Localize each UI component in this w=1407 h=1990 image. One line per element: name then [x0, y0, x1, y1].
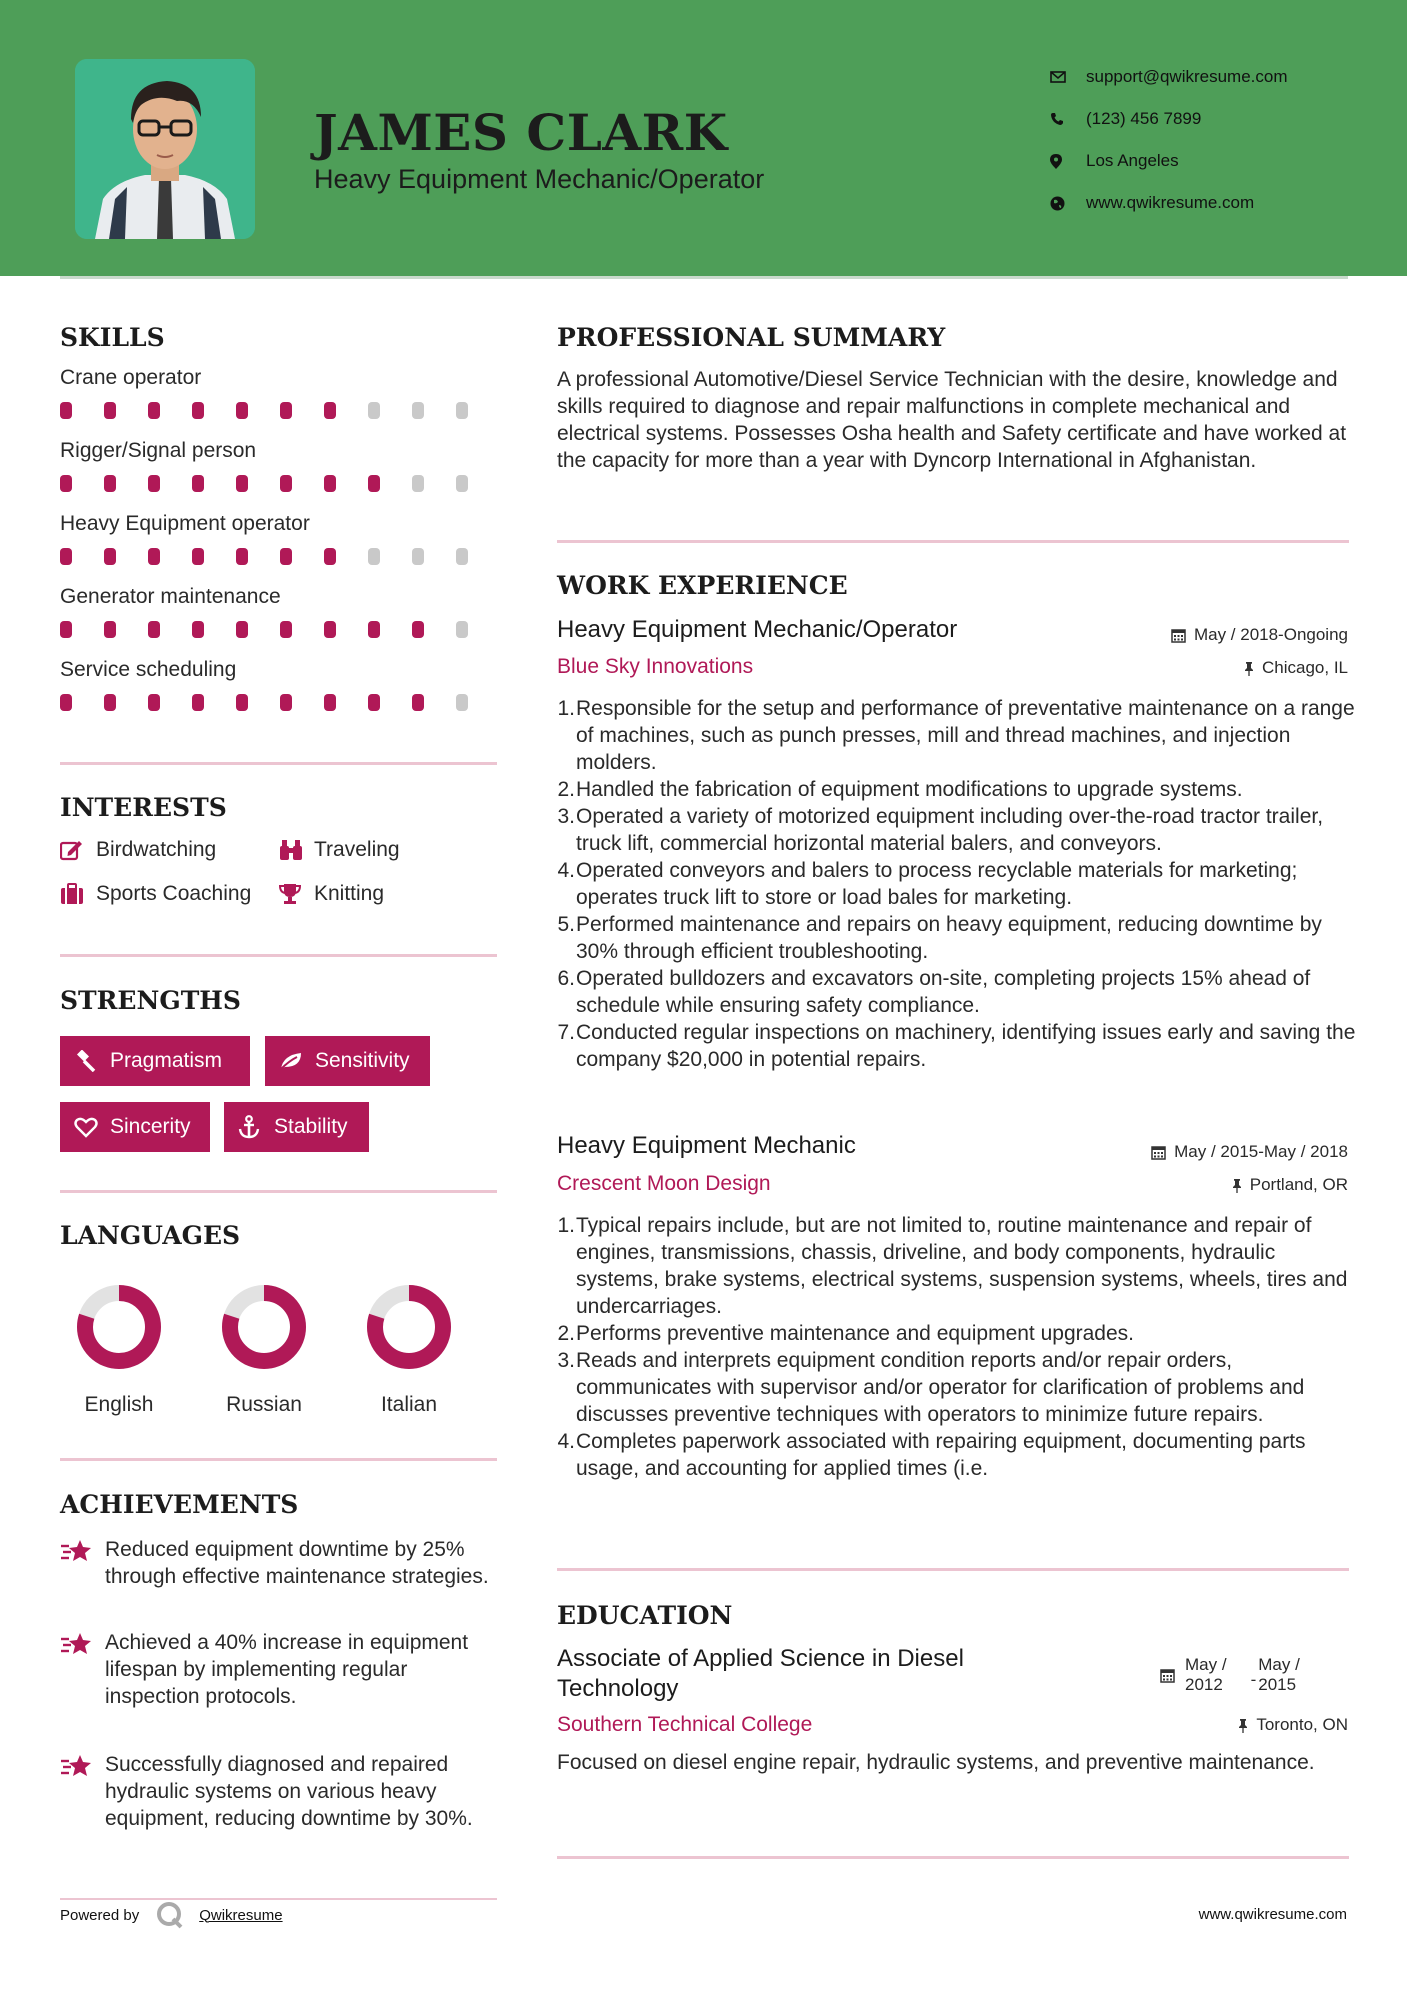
date-separator: - [1250, 1670, 1257, 1689]
job-duty-item [557, 911, 1357, 965]
summary-text: A professional Automotive/Diesel Service Technician with the desire, knowledge and skills required to diagnose and repair malfunctions in complete mechanical and electrical systems. Possesses Osha health and Safety certificate and have worked at the capacity for more than a year with Dyncorp International in Afghanistan. [557, 368, 1347, 472]
rating-dot-filled [104, 621, 116, 638]
job-duty-text: Operated bulldozers and excavators on-site, completing projects 15% ahead of schedule while ensuring safety compliance. [576, 967, 1311, 1017]
job-duty-item [557, 776, 1357, 803]
strength-stability [224, 1102, 369, 1152]
achievement-item [60, 1751, 500, 1832]
pushpin-icon [1238, 1718, 1248, 1733]
rating-dot-empty [368, 548, 380, 565]
language-proficiency-donut [74, 1282, 164, 1372]
rating-dot-filled [104, 475, 116, 492]
skill-rating [60, 475, 500, 492]
phone-icon [1050, 112, 1086, 126]
profile-photo [75, 59, 255, 239]
rating-dot-filled [236, 694, 248, 711]
skills-heading: SKILLS [60, 323, 165, 352]
rating-dot-filled [60, 694, 72, 711]
rating-dot-filled [192, 548, 204, 565]
rating-dot-filled [148, 621, 160, 638]
shooting-star-icon [60, 1536, 105, 1590]
gavel-icon [74, 1050, 110, 1072]
rating-dot-filled [60, 402, 72, 419]
leaf-icon [279, 1051, 315, 1071]
interest-label: Knitting [314, 882, 385, 905]
rating-dot-empty [456, 621, 468, 638]
rating-dot-filled [280, 402, 292, 419]
qwikresume-logo-icon [155, 1900, 185, 1930]
rating-dot-filled [192, 694, 204, 711]
education-start-month: May / [1185, 1655, 1227, 1674]
education-start [1185, 1655, 1227, 1695]
rating-dot-filled [192, 402, 204, 419]
interest-label: Birdwatching [96, 838, 217, 861]
divider [557, 540, 1349, 543]
contact-website-text: www.qwikresume.com [1086, 193, 1255, 212]
job-duty-text: Operated conveyors and balers to process recyclable materials for marketing; operates truck lift to store or load bales for marketing. [576, 859, 1298, 909]
skill-rating [60, 402, 500, 419]
shooting-star-icon [60, 1629, 105, 1710]
language-proficiency-donut [364, 1282, 454, 1372]
language-name: English [84, 1393, 154, 1416]
job-duty-item [557, 1019, 1357, 1073]
contact-location-text: Los Angeles [1086, 151, 1179, 170]
strengths-heading: STRENGTHS [60, 986, 241, 1015]
rating-dot-filled [192, 475, 204, 492]
job-duty-item [557, 695, 1357, 776]
list-number: 2. [557, 778, 575, 801]
interests-heading: INTERESTS [60, 793, 227, 822]
rating-dot-filled [280, 475, 292, 492]
edit-icon [60, 839, 96, 861]
rating-dot-filled [280, 548, 292, 565]
strength-sincerity [60, 1102, 210, 1152]
list-number: 6. [557, 967, 575, 990]
job-title: Heavy Equipment Mechanic [557, 1132, 856, 1159]
job-dates-text: May / 2015-May / 2018 [1174, 1142, 1348, 1161]
job-dates-text: May / 2018-Ongoing [1193, 625, 1348, 644]
anchor-icon [238, 1115, 274, 1139]
language-name: Russian [226, 1393, 302, 1416]
divider [60, 1190, 497, 1193]
list-number: 7. [557, 1021, 575, 1044]
job-location-text: Chicago, IL [1262, 658, 1348, 677]
divider [557, 1856, 1349, 1859]
rating-dot-filled [324, 694, 336, 711]
achievement-item [60, 1536, 500, 1590]
skill-rating [60, 621, 500, 638]
pushpin-icon [1244, 661, 1254, 676]
interest-label: Traveling [314, 838, 400, 861]
list-number: 1. [557, 697, 575, 720]
candidate-name: JAMES CLARK [314, 103, 728, 162]
job-dates [1151, 1142, 1348, 1162]
candidate-title: Heavy Equipment Mechanic/Operator [314, 164, 765, 194]
language-proficiency-donut [219, 1282, 309, 1372]
rating-dot-filled [148, 694, 160, 711]
divider [557, 1568, 1349, 1571]
powered-by-label: Powered by [60, 1906, 140, 1924]
rating-dot-filled [280, 621, 292, 638]
education-description: Focused on diesel engine repair, hydraulic systems, and preventive maintenance. [557, 1751, 1315, 1774]
job-duty-text: Conducted regular inspections on machinery, identifying issues early and saving the company $20,000 in potential repairs. [576, 1021, 1356, 1071]
job-duty-text: Typical repairs include, but are not limited to, routine maintenance and repair of engines, transmissions, chassis, driveline, and body components, hydraulic systems, brake systems, electrical systems, suspension systems, wheels, tires and undercarriages. [576, 1214, 1348, 1318]
skill-rating [60, 548, 500, 565]
list-number: 4. [557, 859, 575, 882]
job-duty-item [557, 803, 1357, 857]
list-number: 3. [557, 805, 575, 828]
skill-rating [60, 694, 500, 711]
rating-dot-empty [412, 475, 424, 492]
rating-dot-filled [324, 548, 336, 565]
school-name: Southern Technical College [557, 1713, 813, 1736]
rating-dot-filled [236, 621, 248, 638]
degree-title-cont: Technology [557, 1675, 679, 1702]
strength-label: Stability [274, 1115, 348, 1138]
skills-list [60, 366, 500, 731]
job-duty-text: Handled the fabrication of equipment modifications to upgrade systems. [576, 778, 1243, 801]
rating-dot-filled [104, 694, 116, 711]
language-item [64, 1282, 174, 1417]
divider [60, 1458, 497, 1461]
contact-block [1050, 56, 1288, 224]
rating-dot-filled [324, 402, 336, 419]
rating-dot-empty [368, 402, 380, 419]
rating-dot-empty [456, 694, 468, 711]
skill-item [60, 512, 500, 585]
rating-dot-empty [456, 475, 468, 492]
suitcase-icon [60, 883, 96, 905]
language-item [209, 1282, 319, 1417]
rating-dot-filled [280, 694, 292, 711]
rating-dot-filled [60, 621, 72, 638]
contact-website[interactable] [1050, 182, 1288, 224]
language-item [354, 1282, 464, 1417]
rating-dot-empty [412, 402, 424, 419]
skill-item [60, 585, 500, 658]
skill-name: Rigger/Signal person [60, 439, 257, 462]
shooting-star-icon [60, 1751, 105, 1832]
job-duty-item [557, 1347, 1357, 1428]
list-number: 4. [557, 1430, 575, 1453]
job-duty-item [557, 1212, 1357, 1320]
job-duty-item [557, 857, 1357, 911]
education-location-text: Toronto, ON [1256, 1715, 1348, 1734]
divider [60, 954, 497, 957]
strength-sensitivity [265, 1036, 430, 1086]
rating-dot-filled [104, 548, 116, 565]
education-end-year: 2015 [1258, 1675, 1297, 1694]
header-divider [60, 276, 1348, 279]
envelope-icon [1050, 71, 1086, 83]
rating-dot-filled [236, 475, 248, 492]
skill-item [60, 439, 500, 512]
job-duties-list [557, 695, 1357, 1073]
education-location [1238, 1715, 1348, 1735]
degree-title: Associate of Applied Science in Diesel [557, 1645, 964, 1672]
job-duty-item [557, 1428, 1357, 1482]
achievement-text: Reduced equipment downtime by 25% through effective maintenance strategies. [105, 1538, 489, 1588]
job-duty-text: Responsible for the setup and performance of preventative maintenance on a range of machines, such as punch presses, mill and thread machines, and injection molders. [576, 697, 1355, 774]
calendar-icon [1160, 1668, 1175, 1683]
skill-name: Service scheduling [60, 658, 237, 681]
contact-location [1050, 140, 1288, 182]
achievement-text: Achieved a 40% increase in equipment lifespan by implementing regular inspection protocols. [105, 1631, 469, 1708]
company-name: Crescent Moon Design [557, 1172, 771, 1195]
interest-sports-coaching [60, 882, 251, 906]
list-number: 3. [557, 1349, 575, 1372]
job-duty-item [557, 1320, 1357, 1347]
rating-dot-filled [236, 402, 248, 419]
strength-label: Sincerity [110, 1115, 191, 1138]
divider [60, 762, 497, 765]
languages-heading: LANGUAGES [60, 1221, 241, 1250]
job-duty-text: Operated a variety of motorized equipment including over-the-road tractor trailer, truck lift, commercial horizontal material balers, and conveyors. [576, 805, 1324, 855]
job-location-text: Portland, OR [1249, 1175, 1348, 1194]
list-number: 5. [557, 913, 575, 936]
experience-heading: WORK EXPERIENCE [557, 571, 848, 600]
contact-email[interactable] [1050, 56, 1288, 98]
job-duty-text: Performed maintenance and repairs on heavy equipment, reducing downtime by 30% through efficient troubleshooting. [576, 913, 1322, 963]
rating-dot-filled [192, 621, 204, 638]
skill-item [60, 366, 500, 439]
company-name: Blue Sky Innovations [557, 655, 754, 678]
trophy-icon [278, 883, 314, 905]
interest-label: Sports Coaching [96, 882, 252, 905]
skill-name: Heavy Equipment operator [60, 512, 310, 535]
skill-item [60, 658, 500, 731]
footer-website[interactable]: www.qwikresume.com [1198, 1906, 1347, 1923]
achievement-text: Successfully diagnosed and repaired hydraulic systems on various heavy equipment, reducing downtime by 30%. [105, 1753, 473, 1830]
rating-dot-filled [236, 548, 248, 565]
contact-phone[interactable] [1050, 98, 1288, 140]
calendar-icon [1171, 628, 1186, 643]
job-duty-text: Completes paperwork associated with repairing equipment, documenting parts usage, and accounting for applied times (i.e. [576, 1430, 1306, 1480]
education-end-month: May / [1258, 1655, 1300, 1674]
rating-dot-filled [368, 694, 380, 711]
job-duties-list [557, 1212, 1357, 1482]
rating-dot-empty [456, 402, 468, 419]
list-number: 2. [557, 1322, 575, 1345]
interest-traveling [278, 838, 400, 862]
list-number: 1. [557, 1214, 575, 1237]
map-pin-icon [1050, 154, 1086, 169]
rating-dot-empty [412, 548, 424, 565]
powered-by [60, 1900, 283, 1930]
achievement-item [60, 1629, 500, 1710]
education-start-year: 2012 [1185, 1675, 1223, 1694]
job-dates [1171, 625, 1348, 645]
rating-dot-filled [368, 475, 380, 492]
job-location [1232, 1175, 1348, 1195]
rating-dot-filled [412, 621, 424, 638]
rating-dot-empty [456, 548, 468, 565]
rating-dot-filled [148, 475, 160, 492]
job-location [1244, 658, 1348, 678]
skill-name: Crane operator [60, 366, 202, 389]
qwikresume-link[interactable]: Qwikresume [199, 1906, 283, 1924]
heart-icon [74, 1117, 110, 1138]
summary-heading: PROFESSIONAL SUMMARY [557, 323, 946, 352]
education-dates [1160, 1655, 1300, 1695]
rating-dot-filled [60, 548, 72, 565]
globe-icon [1050, 196, 1086, 211]
rating-dot-filled [148, 548, 160, 565]
strength-label: Pragmatism [110, 1049, 223, 1072]
rating-dot-filled [324, 475, 336, 492]
rating-dot-filled [104, 402, 116, 419]
job-duty-text: Performs preventive maintenance and equipment upgrades. [576, 1322, 1134, 1345]
rating-dot-filled [148, 402, 160, 419]
language-name: Italian [380, 1393, 438, 1416]
job-duty-item [557, 965, 1357, 1019]
skill-name: Generator maintenance [60, 585, 281, 608]
rating-dot-filled [60, 475, 72, 492]
achievements-heading: ACHIEVEMENTS [60, 1490, 299, 1519]
interest-birdwatching [60, 838, 216, 862]
strength-label: Sensitivity [315, 1049, 410, 1072]
job-title: Heavy Equipment Mechanic/Operator [557, 616, 958, 643]
calendar-icon [1151, 1145, 1166, 1160]
rating-dot-filled [368, 621, 380, 638]
education-heading: EDUCATION [557, 1601, 733, 1630]
binoculars-icon [278, 839, 314, 861]
rating-dot-filled [324, 621, 336, 638]
contact-email-text: support@qwikresume.com [1086, 67, 1288, 86]
education-end [1258, 1655, 1300, 1695]
interest-knitting [278, 882, 384, 906]
job-duty-text: Reads and interprets equipment condition reports and/or repair orders, communicates with supervisor and/or operator for clarification of problems and discusses preventive techniques with operators to minimize future repairs. [576, 1349, 1305, 1426]
pushpin-icon [1232, 1178, 1242, 1193]
strength-pragmatism [60, 1036, 250, 1086]
rating-dot-filled [412, 694, 424, 711]
contact-phone-text: (123) 456 7899 [1086, 109, 1202, 128]
